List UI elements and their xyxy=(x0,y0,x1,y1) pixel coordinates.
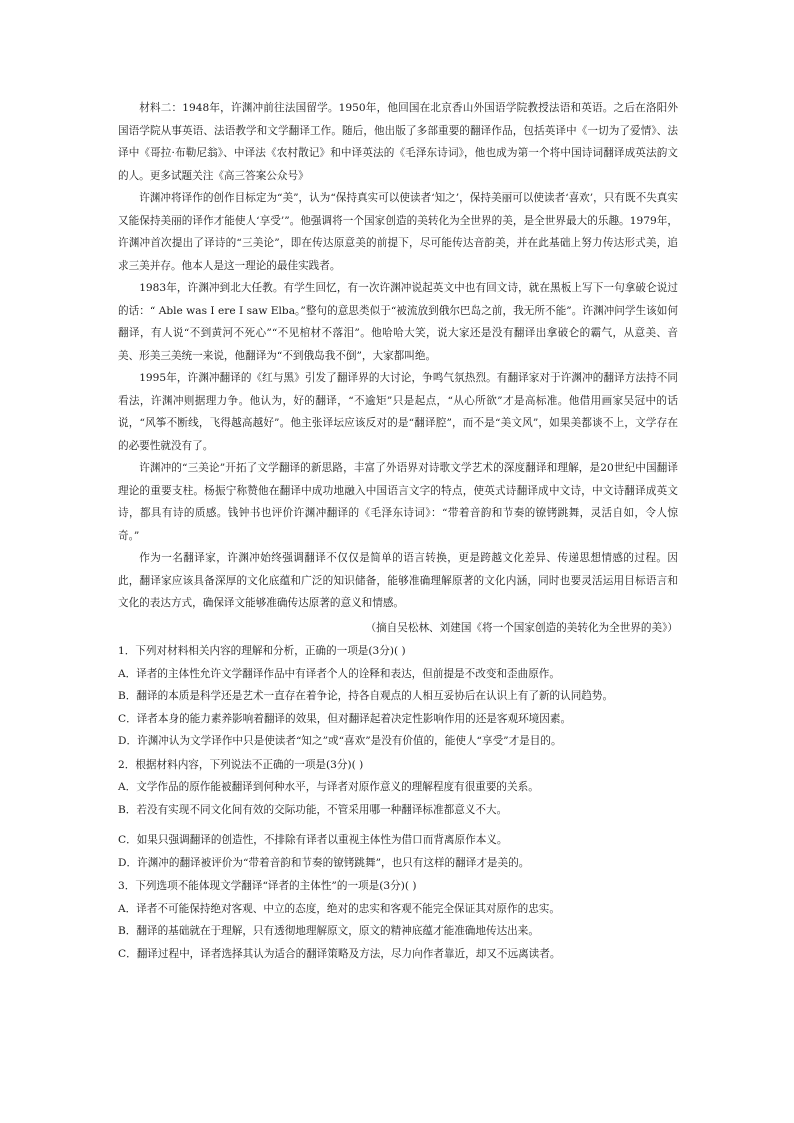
option-b: B．翻译的本质是科学还是艺术一直存在着争论，持各自观点的人相互妥协后在认识上有了新的认同趋势。 xyxy=(118,690,614,702)
exam-page xyxy=(118,97,678,965)
question-stem: 2．根据材料内容，下列说法不正确的一项是(3分)( ) xyxy=(118,758,364,771)
question-2 xyxy=(118,754,678,875)
material-paragraph-3: 1983年，许渊冲到北大任教。有学生回忆，有一次许渊冲说起英文中也有回文诗，就在黑板上写下一句拿破仑说过的话：“ Able was I ere I saw Elba。”整句的意思类似于“被流放到俄尔巴岛之前，我无所不能”。许渊冲问学生该如何翻译，有人说“不到黄河不死心”“不见棺材不落泪”。他哈哈大笑，说大家还是没有翻译出拿破仑的霸气，从意美、音美、形美三美统一来说，他翻译为“不到俄岛我不倒”，大家都叫绝。 xyxy=(118,282,678,362)
option-a: A．译者不可能保持绝对客观、中立的态度，绝对的忠实和客观不能完全保证其对原作的忠实。 xyxy=(118,902,560,915)
option-b: B．翻译的基础就在于理解，只有透彻地理解原文，原文的精神底蕴才能准确地传达出来。 xyxy=(118,925,539,937)
option-c: C．如果只强调翻译的创造性，不排除有译者以重视主体性为借口而背离原作本义。 xyxy=(118,834,508,846)
question-3 xyxy=(118,875,678,965)
material-paragraph-1: 材料二：1948年，许渊冲前往法国留学。1950年，他回国在北京香山外国语学院教授法语和英语。之后在洛阳外国语学院从事英语、法语教学和文学翻译工作。随后，他出版了多部重要的翻译作品，包括英译中《一切为了爱情》、法译中《哥拉·布勒尼翁》、中译法《农村散记》和中译英法的《毛泽东诗词》，他也成为第一个将中国诗词翻译成英法韵文的人。更多试题关注《高三答案公众号》 xyxy=(118,102,678,182)
option-a: A．文学作品的原作能被翻译到何种水平，与译者对原作意义的理解程度有很重要的关系。 xyxy=(118,781,539,793)
question-stem: 1．下列对材料相关内容的理解和分析，正确的一项是(3分)( ) xyxy=(118,645,406,657)
option-c: C．翻译过程中，译者选择其认为适合的翻译策略及方法，尽力向作者靠近，却又不远离读者。 xyxy=(118,947,561,960)
material-paragraph-6: 作为一名翻译家，许渊冲始终强调翻译不仅仅是简单的语言转换，更是跨越文化差异、传递思想情感的过程。因此，翻译家应该具备深厚的文化底蕴和广泛的知识储备，能够准确理解原著的文化内涵，同时也要灵活运用目标语言和文化的表达方式，确保译文能够准确传达原著的意义和情感。 xyxy=(118,552,678,609)
material-section xyxy=(118,97,678,639)
material-paragraph-4: 1995年，许渊冲翻译的《红与黑》引发了翻译界的大讨论，争鸣气氛热烈。有翻译家对于许渊冲的翻译方法持不同看法，许渊冲则据理力争。他认为，好的翻译，“不逾矩”只是起点，“从心所欲”才是高标准。他借用画家吴冠中的话说，“风筝不断线，飞得越高越好”。他主张译坛应该反对的是“翻译腔”，而不是“美文风”，如果美都谈不上，文学存在的必要性就没有了。 xyxy=(118,372,678,452)
option-b: B．若没有实现不同文化间有效的交际功能，不管采用哪一种翻译标准都意义不大。 xyxy=(118,803,508,816)
spacer xyxy=(118,821,678,829)
option-c: C．译者本身的能力素养影响着翻译的效果，但对翻译起着决定性影响作用的还是客观环境因素。 xyxy=(118,712,572,725)
question-1 xyxy=(118,640,678,753)
material-paragraph-5: 许渊冲的“三美论”开拓了文学翻译的新思路，丰富了外语界对诗歌文学艺术的深度翻译和理解，是20世纪中国翻译理论的重要支柱。杨振宁称赞他在翻译中成功地融入中国语言文字的特点，使英式诗翻译成中文诗，中文诗翻译成英文诗，都具有诗的质感。钱钟书也评价许渊冲翻译的《毛泽东诗词》：“带着音韵和节奏的镣铐跳舞，灵活自如，令人惊奇。” xyxy=(118,462,678,542)
question-stem: 3．下列选项不能体现文学翻译“译者的主体性”的一项是(3分)( ) xyxy=(118,880,417,892)
option-a: A．译者的主体性允许文学翻译作品中有译者个人的诠释和表达，但前提是不改变和歪曲原作。 xyxy=(118,667,560,680)
material-source: （摘自吴松林、刘建国《将一个国家创造的美转化为全世界的美》） xyxy=(365,621,678,634)
option-d: D．许渊冲的翻译被评价为“带着音韵和节奏的镣铐跳舞”，也只有这样的翻译才是美的。 xyxy=(118,856,530,869)
option-d: D．许渊冲认为文学译作中只是使读者“知之”或“喜欢”是没有价值的，能使人“享受”才是目的。 xyxy=(118,735,562,747)
material-paragraph-2: 许渊冲将译作的创作目标定为“美”，认为“保持真实可以使读者‘知之’，保持美丽可以使读者‘喜欢’，只有既不失真实又能保持美丽的译作才能使人‘享受’”。他强调将一个国家创造的美转化为全世界的美，是全世界最大的乐趣。1979年，许渊冲首次提出了译诗的“三美论”，即在传达原意美的前提下，尽可能传达音韵美，并在此基础上努力传达形式美，追求三美并存。他本人是这一理论的最佳实践者。 xyxy=(118,192,678,272)
